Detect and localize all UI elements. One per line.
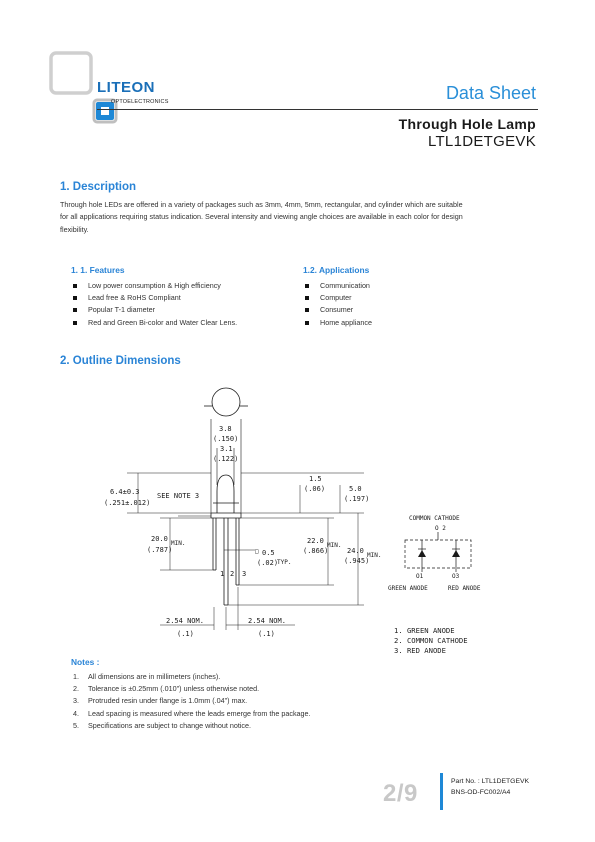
dim-label: 3.8 <box>219 425 232 433</box>
dim-label: (.1) <box>177 630 194 638</box>
part-number: LTL1DETGEVK <box>427 133 536 150</box>
dim-label: 24.0 <box>347 547 364 555</box>
dim-label: 22.0 <box>307 537 324 545</box>
green-anode-label: GREEN ANODE <box>388 585 428 592</box>
note-item: 3. Protruded resin under flange is 1.0mm (.04") max. <box>73 696 248 706</box>
doc-type-title: Data Sheet <box>445 83 536 103</box>
pin-number: 2 <box>230 570 235 578</box>
description-text <box>60 199 550 236</box>
pin-label: O3 <box>452 573 460 580</box>
list-item: Computer <box>305 292 455 304</box>
dim-label: (.150) <box>213 435 239 443</box>
description-line: Through hole LEDs are offered in a variety of packages such as 3mm, 4mm, 5mm, rectangular, and cylinder which are suitable <box>60 200 463 209</box>
diode-red <box>452 550 460 557</box>
description-line: for all applications requiring status indication. Several intensity and viewing angle choices are available in each color for design <box>60 212 463 222</box>
pin-assignment: 2. COMMON CATHODE <box>394 636 468 646</box>
applications-list <box>305 280 455 329</box>
pin-assignment-list <box>394 626 468 657</box>
product-title: Through Hole Lamp <box>398 116 536 132</box>
see-note-label: SEE NOTE 3 <box>157 492 200 500</box>
dim-label: 5.0 <box>349 485 362 493</box>
dim-label: (.122) <box>213 455 239 463</box>
dim-label: (.197) <box>344 495 370 503</box>
red-anode-label: RED ANODE <box>448 585 481 592</box>
dim-label: 2.54 NOM. <box>166 617 204 625</box>
dim-label: 0.5 <box>262 549 275 557</box>
features-heading: 1. 1. Features <box>71 265 125 275</box>
features-list <box>73 280 293 329</box>
schematic-title: COMMON CATHODE <box>409 515 460 522</box>
dim-label: (.1) <box>258 630 275 638</box>
dim-label: 2.54 NOM. <box>248 617 286 625</box>
notes-list <box>73 671 493 732</box>
list-item: Lead free & RoHS Compliant <box>73 292 293 304</box>
header-divider <box>97 109 538 110</box>
dim-label: TYP. <box>277 559 292 566</box>
dim-label: (.787) <box>147 546 173 554</box>
page-number: 2/9 <box>383 780 418 807</box>
dim-label: 1.5 <box>309 475 322 483</box>
note-item: 5. Specifications are subject to change without notice. <box>73 720 252 730</box>
dim-label: (.945) <box>344 557 370 565</box>
footer-part-number: Part No. : LTL1DETGEVK <box>451 778 530 785</box>
dim-label: □ <box>255 548 259 555</box>
description-heading: 1. Description <box>60 181 137 193</box>
footer-accent-bar <box>440 773 443 810</box>
dim-label: 3.1 <box>220 445 233 453</box>
footer-doc-code: BNS-OD-FC002/A4 <box>451 789 511 796</box>
list-item: Communication <box>305 280 455 292</box>
pin-assignment: 1. GREEN ANODE <box>394 626 455 635</box>
dim-label: MIN. <box>327 542 342 549</box>
notes-heading: Notes : <box>71 657 100 667</box>
outline-heading: 2. Outline Dimensions <box>60 355 181 367</box>
dim-label: MIN. <box>367 552 382 559</box>
dim-label: MIN. <box>171 540 186 547</box>
dim-label: 6.4±0.3 <box>110 488 140 496</box>
dim-label: (.02) <box>257 559 279 567</box>
list-item: Red and Green Bi-color and Water Clear Lens. <box>73 317 293 329</box>
dim-label: (.866) <box>303 547 329 555</box>
applications-heading: 1.2. Applications <box>303 265 370 275</box>
note-item: 2. Tolerance is ±0.25mm (.010") unless otherwise noted. <box>73 684 260 694</box>
dim-label: (.251±.012) <box>104 499 151 507</box>
pin-number: 3 <box>242 570 247 578</box>
note-item: 4. Lead spacing is measured where the leads emerge from the package. <box>73 708 311 718</box>
pin-number: 1 <box>220 570 225 578</box>
dim-label: 20.0 <box>151 535 168 543</box>
led-schematic <box>385 512 495 597</box>
list-item: Low power consumption & High efficiency <box>73 280 293 292</box>
note-item: 1. All dimensions are in millimeters (inches). <box>73 672 221 681</box>
list-item: Popular T-1 diameter <box>73 304 293 316</box>
dim-label: (.06) <box>304 485 326 493</box>
outline-drawing <box>100 385 382 645</box>
list-item: Consumer <box>305 304 455 316</box>
description-line: flexibility. <box>60 224 89 234</box>
pin-label: O1 <box>416 573 424 580</box>
list-item: Home appliance <box>305 317 455 329</box>
logo-wordmark: LITEON <box>97 79 155 96</box>
diode-green <box>418 550 426 557</box>
logo-subtitle: OPTOELECTRONICS <box>111 99 169 105</box>
pin-assignment: 3. RED ANODE <box>394 646 446 656</box>
pin-label: O 2 <box>435 525 446 532</box>
